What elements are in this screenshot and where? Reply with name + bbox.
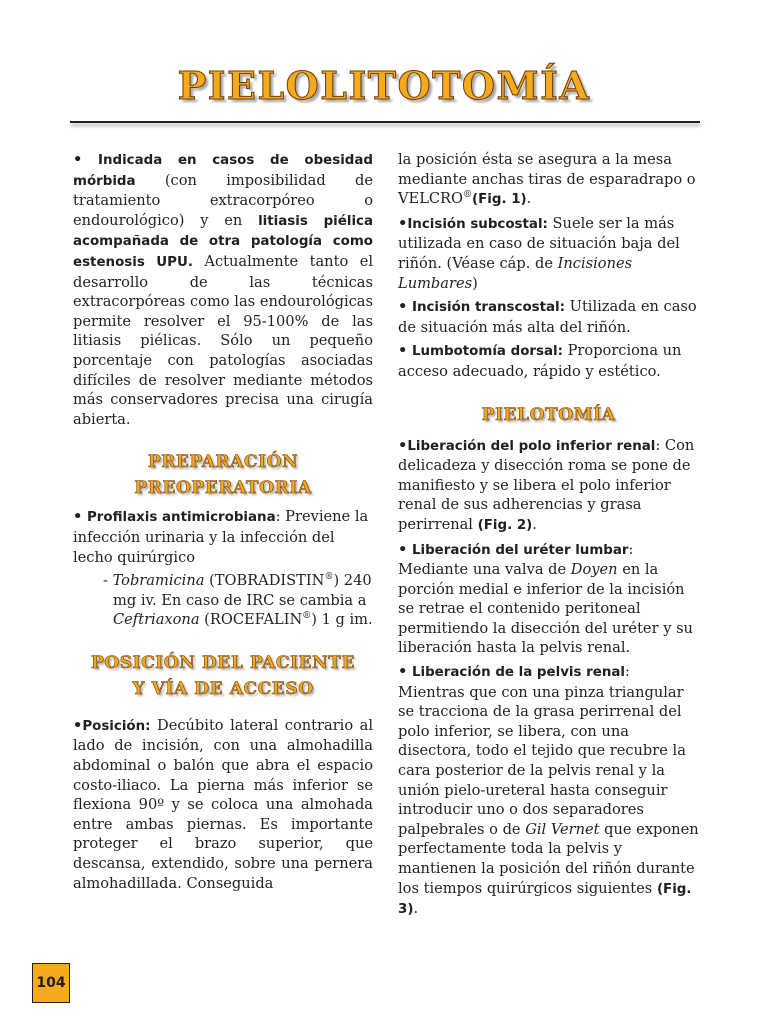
- text: : Con delicadeza y disección roma se pone de manifiesto y se libera el polo inferior renal de sus adherencias y grasa perirrenal: [398, 436, 695, 533]
- text: .: [413, 900, 419, 918]
- text: : Mediante una valva de: [398, 540, 634, 579]
- text: en la porción medial e inferior de la incisión se retrae el contenido peritoneal permitiendo la disección del uréter y su liberación hasta la pelvis renal.: [398, 561, 693, 657]
- text: .: [526, 190, 532, 208]
- bullet: •: [398, 540, 408, 558]
- figure-ref: (Fig. 2): [477, 517, 533, 533]
- heading-posicion-line1: POSICIÓN DEL PACIENTE: [90, 652, 356, 673]
- text: Suele ser la más utilizada en caso de situación baja del riñón. (Véase cáp. de: [398, 214, 680, 272]
- italic-text: Tobramicina: [112, 572, 205, 590]
- text: ) 240 mg iv. En caso de IRC se cambia a: [113, 572, 372, 609]
- left-column: [73, 150, 373, 897]
- right-column: [398, 150, 699, 924]
- text: Proporciona un acceso adecuado, rápido y estético.: [398, 342, 682, 380]
- text: ) 1 g im.: [311, 611, 373, 629]
- italic-text: Ceftriaxona: [113, 611, 200, 629]
- text: (ROCEFALIN: [199, 611, 303, 629]
- heading-pielotomia: PIELOTOMÍA: [481, 404, 616, 425]
- text: Utilizada en caso de situación más alta del riñón.: [398, 298, 697, 336]
- ureter-paragraph: [398, 540, 699, 659]
- bold-text: Indicada en casos de obesidad mórbida: [73, 153, 373, 189]
- bold-text: litiasis piélica acompañada de otra patología como estenosis UPU.: [73, 213, 374, 270]
- drug-paragraph: [73, 571, 373, 630]
- intro-paragraph: [73, 150, 373, 429]
- bullet: •: [398, 342, 408, 360]
- pelvis-paragraph: [398, 662, 699, 920]
- bullet: •: [73, 151, 83, 168]
- continuation-paragraph: [398, 150, 699, 210]
- dash: -: [103, 572, 113, 590]
- bold-text: Incisión subcostal:: [407, 216, 548, 232]
- bullet: •: [398, 298, 408, 316]
- bold-text: Posición:: [82, 718, 151, 734]
- text: ): [472, 274, 478, 292]
- bold-text: Incisión transcostal:: [411, 300, 565, 316]
- bullet: •: [73, 508, 83, 526]
- title-divider: [70, 121, 700, 123]
- registered-mark: ®: [463, 190, 473, 201]
- bold-text: Liberación del polo inferior renal: [407, 438, 656, 454]
- figure-ref: (Fig. 3): [398, 881, 692, 918]
- text: (con imposibilidad de tratamiento extracorpóreo o endourológico) y en: [73, 171, 373, 229]
- lumbotomia-paragraph: [398, 341, 699, 381]
- italic-text: Doyen: [570, 561, 618, 579]
- heading-preparacion-line2: PREOPERATORIA: [134, 478, 312, 499]
- text: Decúbito lateral contrario al lado de incisión, con una almohadilla abdominal o balón que abra el espacio costo-iliaco. La pierna más inferior se flexiona 90º y se coloca una almohada entre ambas piernas. Es importante proteger el brazo superior, que descansa, extendido, sobre una pernera almohadillada. Conseguida: [73, 716, 373, 892]
- italic-text: Gil Vernet: [525, 820, 600, 838]
- bullet: •: [398, 663, 408, 681]
- subcostal-paragraph: [398, 214, 699, 293]
- registered-mark: ®: [324, 572, 334, 583]
- bold-text: Lumbotomía dorsal:: [411, 344, 563, 360]
- prophylaxis-paragraph: [73, 507, 373, 567]
- polo-paragraph: [398, 436, 699, 536]
- position-paragraph: [73, 716, 373, 893]
- text: que exponen perfectamente toda la pelvis y mantienen la posición del riñón durante los tiempos quirúrgicos siguientes: [398, 820, 699, 897]
- text: (TOBRADISTIN: [204, 572, 325, 590]
- text: .: [532, 515, 537, 533]
- figure-ref: (Fig. 1): [472, 192, 527, 208]
- heading-preparacion-line1: PREPARACIÓN: [147, 452, 299, 473]
- transcostal-paragraph: [398, 297, 699, 337]
- text: la posición ésta se asegura a la mesa mediante anchas tiras de esparadrapo o VELCRO: [398, 151, 696, 208]
- bullet: •: [73, 716, 83, 734]
- text: : Previene la infección urinaria y la infección del lecho quirúrgico: [73, 508, 369, 566]
- page-number: 104: [32, 963, 70, 1003]
- italic-text: Incisiones Lumbares: [398, 254, 633, 292]
- page-title: PIELOLITOTOMÍA: [177, 63, 591, 108]
- bullet: •: [398, 436, 408, 454]
- heading-posicion-line2: Y VÍA DE ACCESO: [132, 678, 314, 699]
- text: Actualmente tanto el desarrollo de las técnicas extracorpóreas como las endourológicas permite resolver el 95-100% de las litiasis piélicas. Sólo un pequeño porcentaje con patologías asociadas difíciles de resolver mediante métodos más conservadores precisa una cirugía abierta.: [73, 252, 374, 428]
- bullet: •: [398, 214, 408, 232]
- bold-text: Liberación de la pelvis renal: [411, 665, 625, 681]
- registered-mark: ®: [302, 611, 312, 622]
- bold-text: Liberación del uréter lumbar: [411, 542, 629, 558]
- text: : Mientras que con una pinza triangular se tracciona de la grasa perirrenal del polo inferior, se libera, con una disectora, todo el tejido que recubre la cara posterior de la pelvis renal y la unión pielo-ureteral hasta conseguir introducir uno o dos separadores palpebrales o de: [398, 663, 686, 838]
- bold-text: Profilaxis antimicrobiana: [86, 510, 276, 526]
